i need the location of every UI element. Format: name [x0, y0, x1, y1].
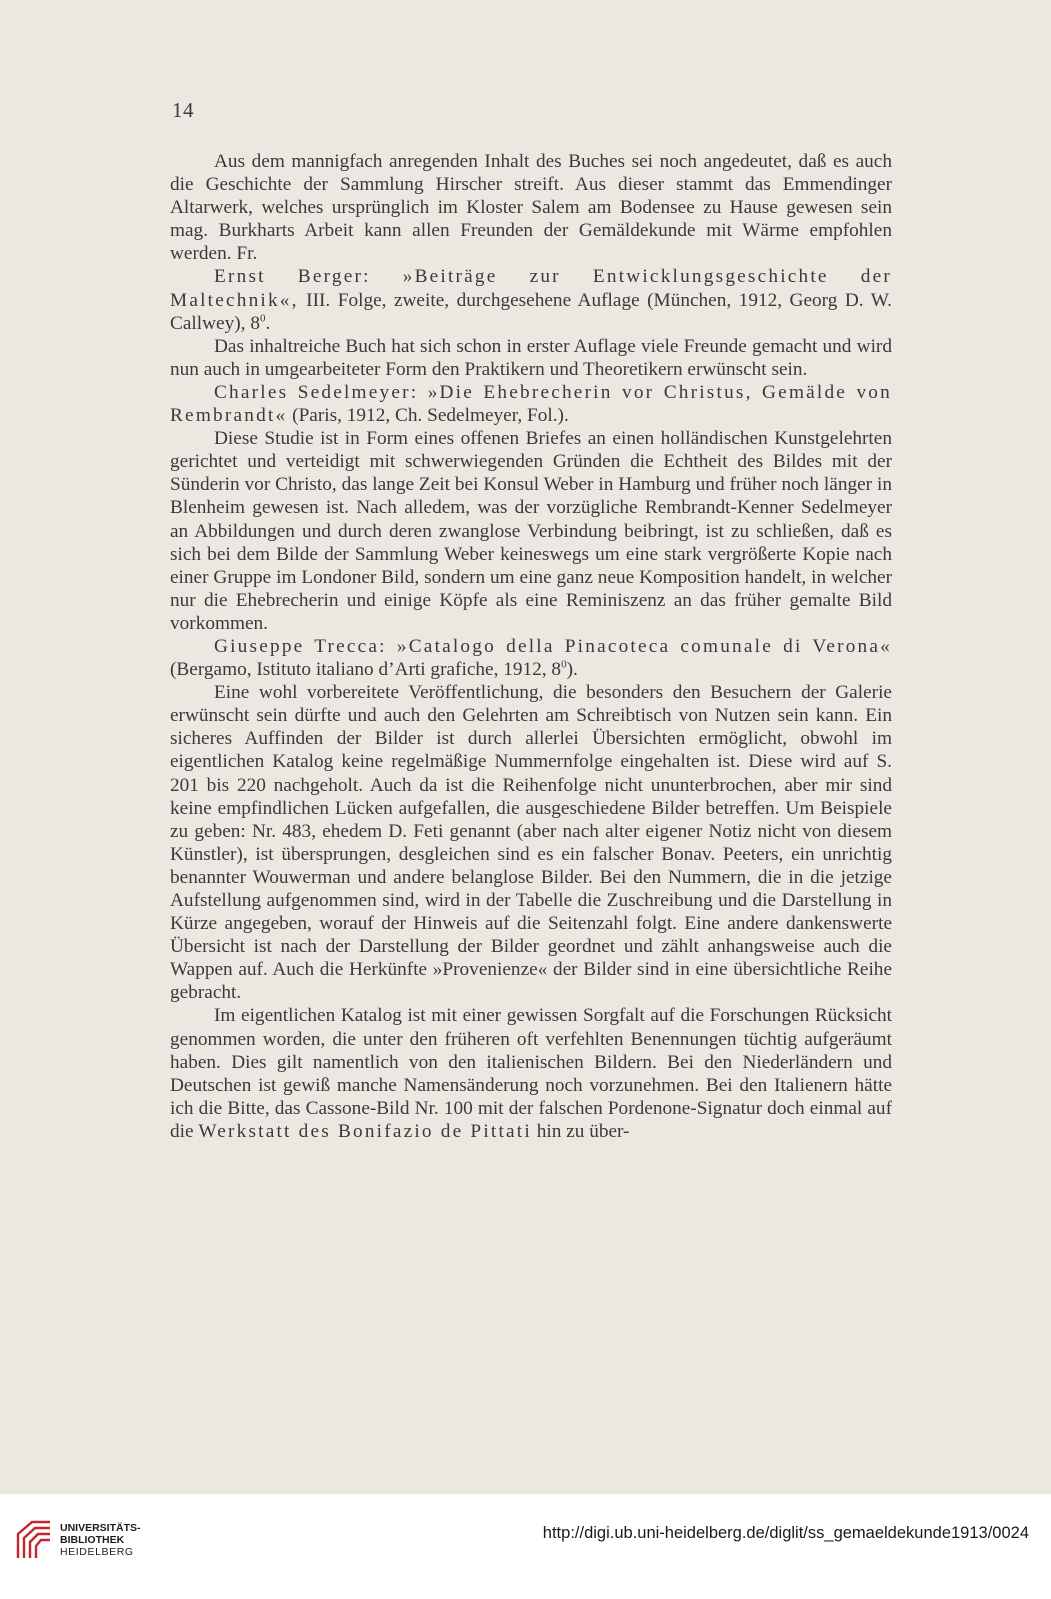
paragraph-berger-citation — [170, 265, 892, 334]
paragraph-text: Diese Studie ist in Form eines offenen Briefes an einen holländischen Kunstgelehrten gerichtet und verteidigt mit schwerwiegenden Gründen die Echtheit des Bildes mit der Sünderin vor Christo, das lange Zeit bei Konsul Weber in Hamburg und früher noch länger in Blenheim gewesen ist. Nach alledem, was der vorzügliche Rembrandt-Kenner Sedelmeyer an Abbildungen und durch deren zwanglose Verbindung beibringt, ist zu schließen, daß es sich bei dem Bilde der Sammlung Weber keineswegs um eine stark vergrößerte Kopie nach einer Gruppe im Londoner Bild, sondern um eine ganz neue Komposition handelt, in welcher nur die Ehebrecherin und einige Köpfe als eine Reminiszenz an das früher gemalte Bild vorkommen. — [170, 428, 892, 634]
citation-end: ). — [566, 659, 578, 681]
library-line-3: HEIDELBERG — [60, 1546, 134, 1558]
library-line-2: BIBLIOTHEK — [60, 1534, 125, 1546]
format-superscript: 0 — [561, 658, 567, 671]
paragraph-catalog-notes — [170, 1004, 892, 1143]
paragraph-burkhart-review — [170, 150, 892, 265]
permalink-url[interactable]: http://digi.ub.uni-heidelberg.de/diglit/ss_gemaeldekunde1913/0024 — [542, 1524, 1029, 1542]
publication-details: (Paris, 1912, Ch. Sedelmeyer, Fol.). — [287, 405, 569, 427]
digitization-footer — [0, 1494, 1051, 1599]
library-line-1: UNIVERSITÄTS- — [60, 1522, 141, 1534]
ub-heidelberg-logo-icon — [14, 1518, 54, 1562]
paragraph-text: Im eigentlichen Katalog ist mit einer gewissen Sorgfalt auf die Forschungen Rücksicht genommen worden, die unter den früheren oft verfehlten Benennungen tüchtig aufgeräumt haben. Dies gilt namentlich von den italienischen Bildern. Bei den Niederländern und Deutschen ist gewiß manche Namensänderung noch vorzunehmen. Bei den Italienern hätte ich die Bitte, das Cassone-Bild Nr. 100 mit der falschen Pordenone-Signatur doch einmal auf die — [170, 1005, 892, 1142]
citation-end: . — [265, 312, 271, 334]
paragraph-sedelmeyer-review — [170, 427, 892, 635]
emphasized-attribution: Werkstatt des Bonifazio de Pittati — [198, 1120, 532, 1142]
paragraph-trecca-review — [170, 681, 892, 1004]
format-superscript: 0 — [259, 312, 266, 325]
paragraph-end: hin zu über- — [531, 1120, 630, 1142]
library-name — [60, 1522, 141, 1558]
paragraph-trecca-citation — [170, 635, 892, 681]
paragraph-sedelmeyer-citation — [170, 381, 892, 427]
paragraph-text: Das inhaltreiche Buch hat sich schon in erster Auflage viele Freunde gemacht und wird nun auch in umgearbeiteter Form den Praktikern und Theoretikern erwünscht sein. — [170, 335, 892, 380]
publication-details: III. Folge, zweite, durchgesehene Auflage (München, 1912, Georg D. W. Callwey), 8 — [170, 289, 892, 334]
publication-details: (Bergamo, Istituto italiano d’Arti grafiche, 1912, 8 — [170, 659, 562, 681]
paragraph-berger-review — [170, 335, 892, 381]
paragraph-text: Eine wohl vorbereitete Veröffentlichung, die besonders den Besuchern der Galerie erwünscht sein dürfte und auch den Gelehrten am Schreibtisch von Nutzen sein kann. Ein sicheres Auffinden der Bilder ist durch allerlei Übersichten ermöglicht, obwohl im eigentlichen Katalog keine regelmäßige Nummernfolge eingehalten ist. Diese wird auf S. 201 bis 220 nachgeholt. Auch da ist die Reihenfolge nicht ununterbrochen, aber mir sind keine empfindlichen Lücken aufgefallen, die ausgeschiedene Bilder betreffen. Um Beispiele zu geben: Nr. 483, ehedem D. Feti genannt (aber nach alter eigener Notiz nicht von diesem Künstler), ist übersprungen, desgleichen sind es ein falscher Bonav. Peeters, ein unrichtig benannter Wouwerman und andere belanglose Bilder. Bei den Nummern, die in die jetzige Aufstellung aufgenommen sind, wird in der Tabelle die Zuschreibung und die Darstellung in Kürze angegeben, worauf der Hinweis auf die Seitenzahl folgt. Eine andere dankenswerte Übersicht ist nach der Darstellung der Bilder geordnet und zählt anhangsweise auch die Wappen auf. Auch die Herkünfte »Provenienze« der Bilder sind in eine übersichtliche Reihe gebracht. — [170, 682, 892, 1004]
book-author-title: Ernst Berger: »Beiträge zur Entwicklungsgeschichte der Maltechnik«, — [170, 266, 892, 311]
paragraph-text: Aus dem mannigfach anregenden Inhalt des Buches sei noch angedeutet, daß es auch die Geschichte der Sammlung Hirscher streift. Aus dieser stammt das Emmendinger Altarwerk, welches ursprünglich im Kloster Salem am Bodensee zu Hause gewesen sein mag. Burkharts Arbeit kann allen Freunden der Gemäldekunde mit Wärme empfohlen werden. Fr. — [170, 151, 892, 265]
book-author-title: Charles Sedelmeyer: »Die Ehebrecherin vor Christus, Gemälde von Rembrandt« — [170, 381, 892, 427]
page-number: 14 — [172, 98, 194, 122]
book-author-title: Giuseppe Trecca: »Catalogo della Pinacoteca comunale di Verona« — [214, 635, 892, 657]
body-text — [170, 150, 892, 1143]
